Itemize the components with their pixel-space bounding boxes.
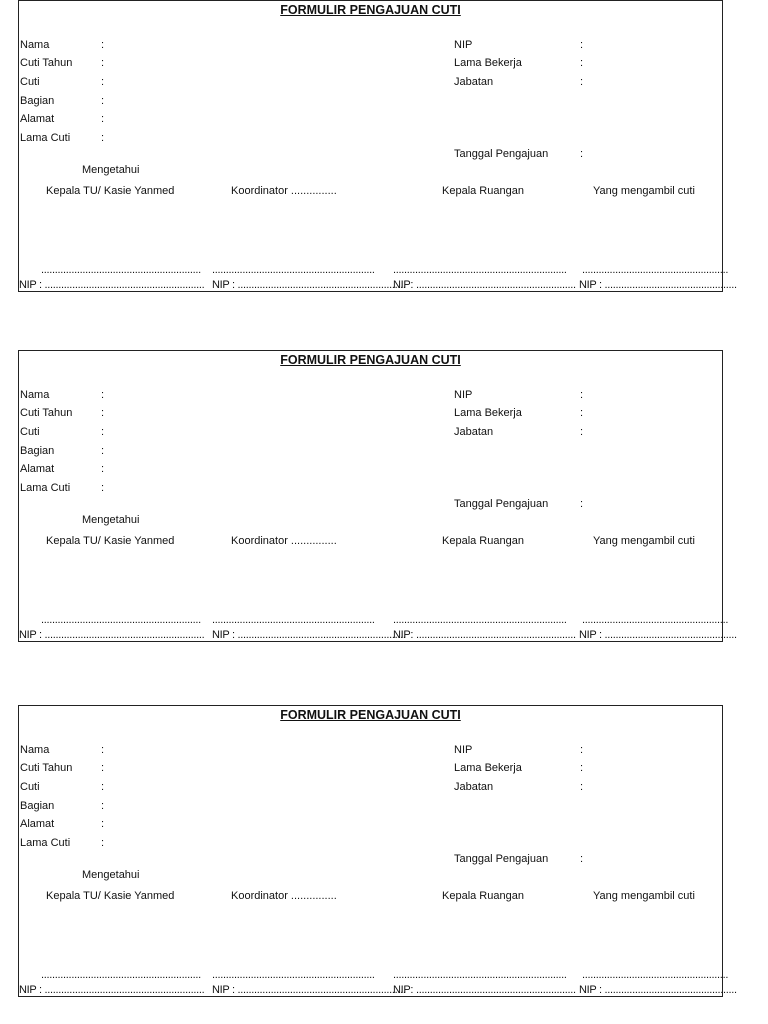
leave-request-form <box>18 350 737 642</box>
field-label: Lama Bekerja <box>454 57 522 69</box>
field-colon: : <box>580 407 584 419</box>
field-label: Nama <box>20 39 50 51</box>
field-colon: : <box>580 762 584 774</box>
nip-line: NIP : .......................................................... <box>19 279 205 291</box>
signature-line: .......................................................... <box>41 264 201 276</box>
field-label: NIP <box>454 389 473 401</box>
form-title: FORMULIR PENGAJUAN CUTI <box>280 353 461 367</box>
field-label: Lama Cuti <box>20 482 71 494</box>
field-label: Lama Cuti <box>20 132 71 144</box>
tanggal-label: Tanggal Pengajuan <box>454 148 549 160</box>
signer-title: Yang mengambil cuti <box>593 185 695 197</box>
nip-line: NIP : ................................................ <box>579 629 737 641</box>
field-colon: : <box>101 76 105 88</box>
field-colon: : <box>101 463 105 475</box>
field-label: Cuti Tahun <box>20 57 73 69</box>
nip-line: NIP : .......................................................... <box>19 629 205 641</box>
field-label: Lama Bekerja <box>454 762 522 774</box>
field-colon: : <box>101 482 105 494</box>
nip-line: NIP: .......................................................... <box>393 279 576 291</box>
mengetahui-label: Mengetahui <box>82 869 140 881</box>
field-label: Cuti <box>20 781 40 793</box>
field-label: NIP <box>454 744 473 756</box>
field-colon: : <box>101 445 105 457</box>
signer-title: Yang mengambil cuti <box>593 890 695 902</box>
signer-title: Yang mengambil cuti <box>593 535 695 547</box>
signer-title: Koordinator ............... <box>231 535 337 547</box>
signature-line: ............................................................... <box>393 969 567 981</box>
signer-title: Kepala Ruangan <box>442 890 524 902</box>
nip-line: NIP : .......................................................... <box>19 984 205 996</box>
signer-title: Kepala TU/ Kasie Yanmed <box>46 185 175 197</box>
nip-line: NIP : ................................................ <box>579 279 737 291</box>
nip-line: NIP : ............................................................. <box>212 984 406 996</box>
field-colon: : <box>101 113 105 125</box>
field-colon: : <box>580 498 584 510</box>
field-label: Lama Cuti <box>20 837 71 849</box>
field-colon: : <box>101 762 105 774</box>
field-colon: : <box>580 389 584 401</box>
field-colon: : <box>101 132 105 144</box>
field-colon: : <box>580 148 584 160</box>
field-colon: : <box>580 39 584 51</box>
form-title: FORMULIR PENGAJUAN CUTI <box>280 3 461 17</box>
field-colon: : <box>101 837 105 849</box>
field-label: NIP <box>454 39 473 51</box>
field-colon: : <box>101 407 105 419</box>
signature-line: ..................................................... <box>582 614 729 626</box>
field-label: Lama Bekerja <box>454 407 522 419</box>
tanggal-label: Tanggal Pengajuan <box>454 853 549 865</box>
nip-line: NIP : ............................................................. <box>212 279 406 291</box>
field-label: Jabatan <box>454 76 494 88</box>
field-label: Nama <box>20 744 50 756</box>
field-colon: : <box>101 389 105 401</box>
field-label: Nama <box>20 389 50 401</box>
field-colon: : <box>580 57 584 69</box>
field-label: Jabatan <box>454 781 494 793</box>
signer-title: Koordinator ............... <box>231 185 337 197</box>
field-colon: : <box>580 76 584 88</box>
field-colon: : <box>580 744 584 756</box>
nip-line: NIP : ................................................ <box>579 984 737 996</box>
field-colon: : <box>580 781 584 793</box>
nip-line: NIP : ............................................................. <box>212 629 406 641</box>
field-colon: : <box>101 39 105 51</box>
field-colon: : <box>101 744 105 756</box>
field-label: Alamat <box>20 463 55 475</box>
field-label: Cuti Tahun <box>20 762 73 774</box>
signer-title: Koordinator ............... <box>231 890 337 902</box>
signature-line: .......................................................... <box>41 614 201 626</box>
field-colon: : <box>101 800 105 812</box>
signer-title: Kepala Ruangan <box>442 535 524 547</box>
nip-line: NIP: .......................................................... <box>393 984 576 996</box>
field-colon: : <box>101 818 105 830</box>
field-label: Bagian <box>20 95 55 107</box>
signer-title: Kepala TU/ Kasie Yanmed <box>46 890 175 902</box>
signature-line: ........................................................... <box>212 614 375 626</box>
field-label: Jabatan <box>454 426 494 438</box>
leave-request-form <box>18 0 737 292</box>
field-colon: : <box>580 853 584 865</box>
field-colon: : <box>101 95 105 107</box>
signature-line: ..................................................... <box>582 264 729 276</box>
field-colon: : <box>101 57 105 69</box>
field-label: Bagian <box>20 800 55 812</box>
leave-request-form <box>18 705 737 997</box>
field-colon: : <box>101 781 105 793</box>
mengetahui-label: Mengetahui <box>82 164 140 176</box>
signer-title: Kepala TU/ Kasie Yanmed <box>46 535 175 547</box>
field-colon: : <box>101 426 105 438</box>
field-label: Bagian <box>20 445 55 457</box>
signature-line: ............................................................... <box>393 264 567 276</box>
field-label: Cuti <box>20 76 40 88</box>
signature-line: ........................................................... <box>212 969 375 981</box>
signature-line: .......................................................... <box>41 969 201 981</box>
form-title: FORMULIR PENGAJUAN CUTI <box>280 708 461 722</box>
signature-line: ........................................................... <box>212 264 375 276</box>
signature-line: ............................................................... <box>393 614 567 626</box>
signer-title: Kepala Ruangan <box>442 185 524 197</box>
signature-line: ..................................................... <box>582 969 729 981</box>
tanggal-label: Tanggal Pengajuan <box>454 498 549 510</box>
field-colon: : <box>580 426 584 438</box>
field-label: Alamat <box>20 818 55 830</box>
mengetahui-label: Mengetahui <box>82 514 140 526</box>
field-label: Cuti Tahun <box>20 407 73 419</box>
field-label: Cuti <box>20 426 40 438</box>
nip-line: NIP: .......................................................... <box>393 629 576 641</box>
field-label: Alamat <box>20 113 55 125</box>
